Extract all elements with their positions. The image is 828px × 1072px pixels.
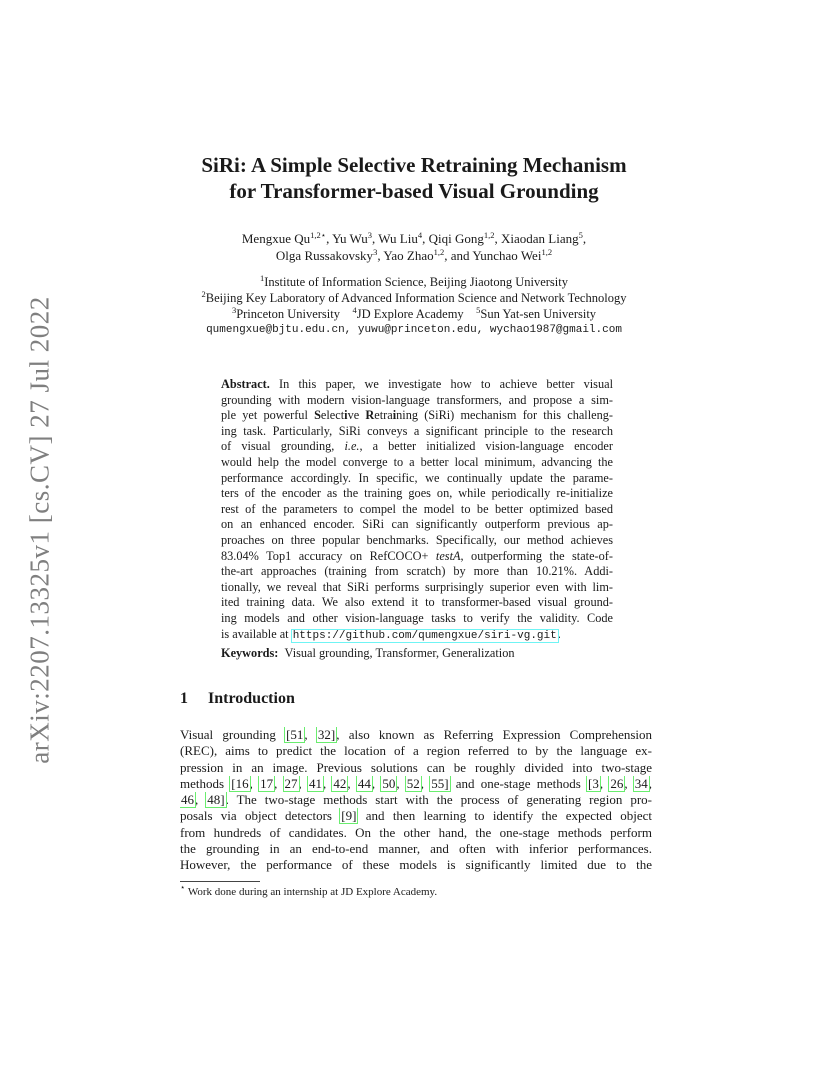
author-name: Mengxue Qu	[241, 231, 311, 246]
abstract-text: of visual grounding,	[221, 439, 345, 454]
citation-link[interactable]: 27	[284, 775, 298, 791]
code-repository-link[interactable]: https://github.com/qumengxue/siri-vg.git	[292, 629, 557, 642]
author-name: , Yu Wu	[326, 231, 368, 246]
abstract-line: would help the model converge to a better local minimum, advancing the	[221, 454, 613, 469]
author-name: , Wu Liu	[372, 231, 418, 246]
citation-link[interactable]: 42	[333, 775, 347, 791]
affiliation-line-3	[150, 306, 678, 322]
abstract-text: elect	[320, 408, 345, 423]
affil-mark: 3	[231, 305, 237, 315]
abstract-text: ve	[347, 408, 366, 423]
author-affil-mark: 1,2	[483, 230, 495, 240]
abstract-line	[221, 549, 613, 565]
arxiv-identifier-text: arXiv:2207.13325v1 [cs.CV] 27 Jul 2022	[24, 296, 55, 764]
abstract-line: ters of the encoder as the training goes on, while periodically re-initialize	[221, 486, 613, 501]
abstract-line: ing models and other vision-language tasks to verify the validity. Code	[221, 610, 613, 625]
body-line: the grounding in an end-to-end manner, and often with inferior performances.	[180, 841, 652, 857]
body-line: methods [16, 17, 27, 41, 42, 44, 50, 52, 55] and one-stage methods [3, 26, 34,	[180, 775, 652, 791]
citation-link[interactable]: 46	[181, 792, 194, 808]
author-affil-mark: 3	[367, 230, 373, 240]
affil-mark: 1	[259, 273, 265, 283]
abstract-text: In this paper, we investigate how to achieve better visual	[279, 377, 613, 391]
citation-link[interactable]: 26	[610, 775, 624, 791]
body-text: and one-stage methods	[449, 775, 588, 791]
author-list	[150, 230, 678, 264]
citation-link[interactable]: [16	[231, 775, 249, 791]
author-name: , Xiaodan Liang	[494, 231, 579, 246]
affil-mark: 4	[352, 305, 357, 315]
abstract-line: proaches on three popular benchmarks. Specifically, our method achieves	[221, 532, 613, 547]
body-text: , also known as Referring Expression Comprehension	[336, 727, 652, 742]
affil-text: Princeton University	[236, 307, 340, 321]
abstract-line: tionally, we reveal that SiRi performs surprisingly superior even with lim-	[221, 579, 613, 594]
affil-mark: 5	[476, 305, 481, 315]
affil-text: Beijing Key Laboratory of Advanced Information Science and Network Technology	[205, 291, 627, 305]
author-name: , Yao Zhao	[377, 248, 434, 263]
citation-link[interactable]: [3	[588, 775, 599, 791]
abstract-line: on an enhanced encoder. SiRi can significantly outperform previous ap-	[221, 517, 613, 532]
abstract-bold-letter: i	[344, 408, 348, 423]
affil-text: Institute of Information Science, Beijing Jiaotong University	[264, 275, 568, 289]
abstract-line: ited training data. We also extend it to transformer-based visual ground-	[221, 595, 613, 610]
citation-link[interactable]: 50	[382, 775, 396, 791]
body-text: posals via object detectors	[180, 808, 341, 824]
affil-text: Sun Yat-sen University	[480, 307, 597, 321]
keywords	[221, 646, 515, 661]
arxiv-identifier	[16, 296, 64, 764]
citation-link[interactable]: 44	[357, 775, 371, 791]
body-line	[180, 808, 652, 824]
abstract-text: ning (SiRi) mechanism for this challeng-	[396, 408, 613, 423]
author-affil-mark: 5	[578, 230, 583, 240]
citation-link[interactable]: 32]	[317, 727, 336, 742]
body-text: ,	[648, 775, 652, 791]
abstract	[221, 377, 613, 644]
abstract-text: , outperforming the state-of-	[460, 548, 613, 563]
author-line-1	[150, 230, 678, 247]
footnote-mark: ⋆	[180, 882, 186, 892]
footnote-text: Work done during an internship at JD Explore Academy.	[187, 886, 438, 898]
citation-link[interactable]: 17	[260, 775, 274, 791]
body-line: However, the performance of these models is significantly limited due to the	[180, 857, 652, 873]
citation-link[interactable]: 48]	[207, 792, 225, 808]
section-heading	[180, 690, 295, 708]
abstract-italic: i.e.	[344, 439, 360, 454]
footnote-divider	[180, 881, 260, 882]
author-affil-mark: 1,2	[541, 247, 553, 257]
body-text: . The two-stage methods start with the process of generating region pro-	[225, 792, 652, 808]
footnote	[180, 882, 438, 898]
abstract-line: rest of the parameters to compel the model to be better optimized based	[221, 501, 613, 516]
abstract-line	[221, 439, 613, 455]
body-line: pression in an image. Previous solutions can be roughly divided into two-stage	[180, 759, 652, 775]
author-line-2	[150, 247, 678, 264]
author-affil-mark: 1,2⋆	[310, 230, 327, 240]
affiliation-line-1	[150, 274, 678, 290]
section-number: 1	[180, 690, 188, 707]
abstract-line: performance accordingly. In specific, we continually update the parame-	[221, 470, 613, 485]
body-text: ,	[304, 727, 317, 742]
author-name: , Qiqi Gong	[422, 231, 484, 246]
title-line-2: for Transformer-based Visual Grounding	[229, 179, 599, 203]
body-text: Visual grounding	[180, 727, 286, 742]
citation-link[interactable]: [9]	[341, 808, 357, 824]
title-line-1: SiRi: A Simple Selective Retraining Mechanism	[201, 153, 627, 177]
abstract-bold-letter: R	[365, 408, 375, 423]
author-affil-mark: 1,2	[433, 247, 445, 257]
abstract-line: ing task. Particularly, SiRi conveys a significant principle to the research	[221, 423, 613, 438]
abstract-heading: Abstract.	[221, 377, 270, 391]
body-text: methods	[180, 775, 231, 791]
body-text: and then learning to identify the expected object	[357, 808, 652, 824]
abstract-line: the-art approaches (training from scratch) by more than 10.21%. Addi-	[221, 564, 613, 579]
body-line: from hundreds of candidates. On the other hand, the one-stage methods perform	[180, 824, 652, 840]
body-line	[180, 727, 652, 743]
keywords-text: Visual grounding, Transformer, Generalization	[284, 646, 515, 660]
affiliations	[150, 274, 678, 338]
abstract-text: .	[557, 626, 561, 641]
author-affil-mark: 3	[373, 247, 378, 257]
abstract-italic: testA	[435, 548, 461, 563]
abstract-text: etra	[374, 408, 393, 423]
abstract-line	[221, 377, 613, 393]
paper-title	[120, 152, 708, 204]
abstract-line: grounding with modern vision-language transformers, and propose a sim-	[221, 392, 613, 407]
body-line: (REC), aims to predict the location of a region referred to by the language ex-	[180, 743, 652, 759]
abstract-text: 83.04% Top1 accuracy on RefCOCO+	[221, 548, 436, 563]
affiliation-line-2	[150, 290, 678, 306]
section-title: Introduction	[208, 690, 295, 707]
author-name: Olga Russakovsky	[275, 248, 374, 263]
citation-link[interactable]: 55]	[431, 775, 449, 791]
abstract-line	[221, 408, 613, 424]
author-separator: ,	[582, 231, 587, 246]
author-affil-mark: 4	[417, 230, 423, 240]
abstract-bold-letter: S	[314, 408, 321, 423]
citation-link[interactable]: [51	[286, 727, 304, 742]
abstract-bold-letter: i	[392, 408, 397, 423]
abstract-text: ple yet powerful	[221, 408, 315, 423]
citation-link[interactable]: 34	[634, 775, 648, 791]
abstract-text: is available at	[221, 626, 292, 641]
abstract-text: , a better initialized vision-language encoder	[359, 439, 613, 454]
citation-link[interactable]: 41	[308, 775, 322, 791]
body-line: 46, 48]. The two-stage methods start with the process of generating region pro-	[181, 792, 652, 808]
author-name: , and Yunchao Wei	[444, 248, 542, 263]
author-emails: qumengxue@bjtu.edu.cn, yuwu@princeton.edu, wychao1987@gmail.com	[206, 324, 622, 336]
introduction-body	[180, 727, 652, 874]
abstract-line	[221, 627, 613, 645]
citation-link[interactable]: 52	[406, 775, 420, 791]
affil-mark: 2	[201, 289, 206, 299]
affil-text: JD Explore Academy	[356, 307, 464, 321]
keywords-label: Keywords:	[221, 646, 279, 660]
